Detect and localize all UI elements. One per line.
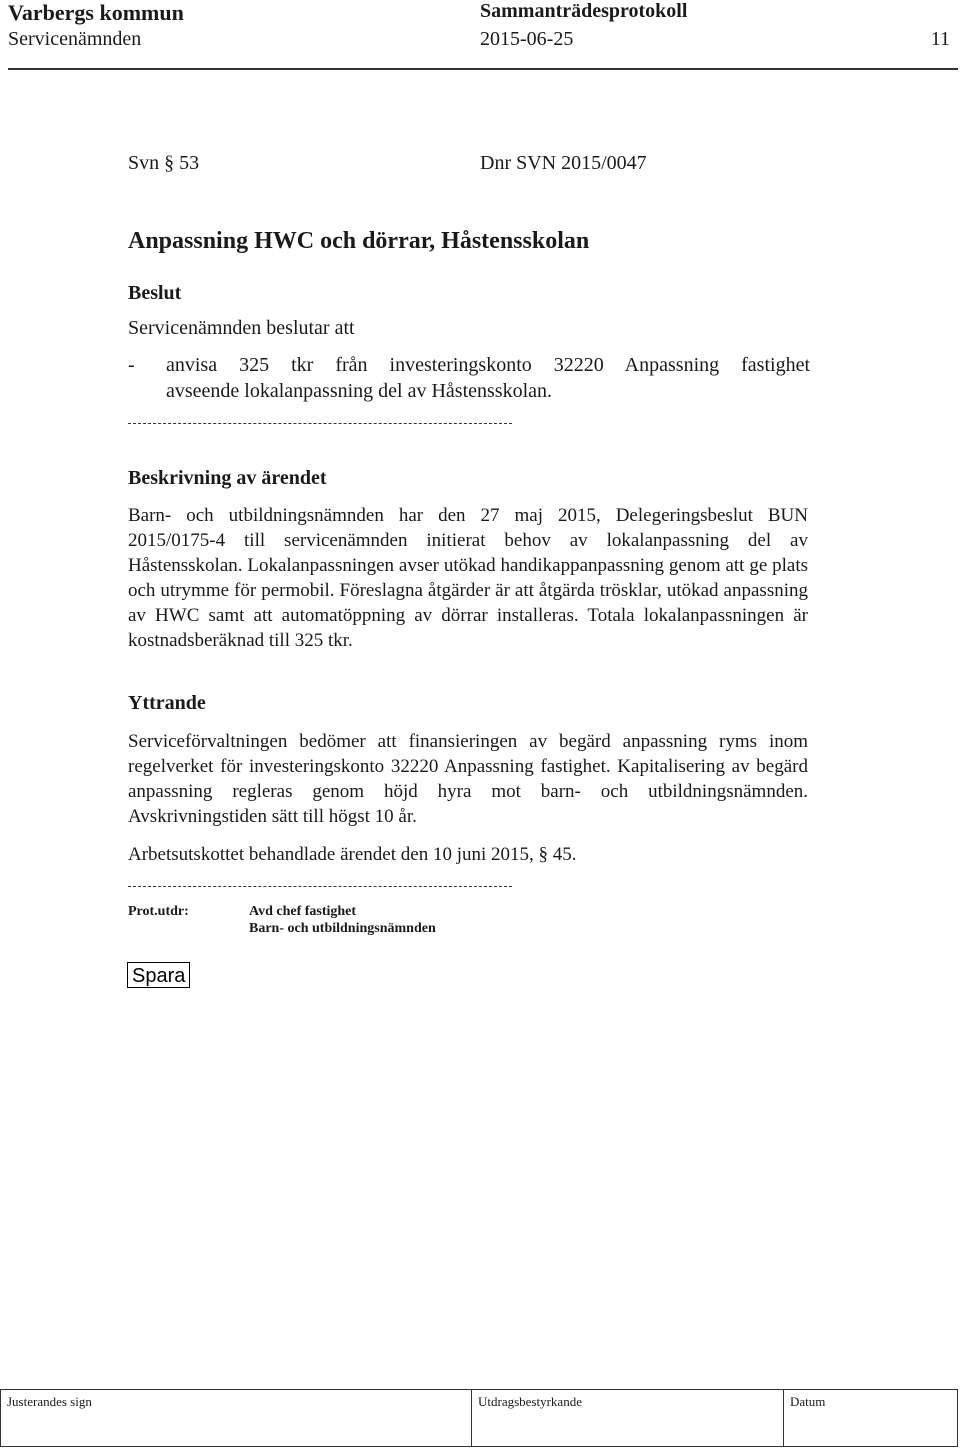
save-button[interactable]: Spara bbox=[127, 962, 190, 988]
page-title: Anpassning HWC och dörrar, Håstensskolan bbox=[128, 228, 590, 254]
yttrande-heading: Yttrande bbox=[128, 692, 206, 714]
section-separator-2 bbox=[128, 886, 512, 887]
page-header bbox=[0, 0, 960, 70]
beslut-heading: Beslut bbox=[128, 282, 182, 304]
organization-name: Varbergs kommun bbox=[8, 0, 184, 25]
document-type: Sammanträdesprotokoll bbox=[480, 0, 688, 22]
protocol-excerpt-label: Prot.utdr: bbox=[128, 904, 189, 919]
beskrivning-text: Barn- och utbildningsnämnden har den 27 maj 2015, Delegeringsbeslut BUN 2015/0175-4 till servicenämnden initierat behov av lokalanpassning del av Håstensskolan. Lokalanpassningen avser utökad handikappanpassning genom att ge plats och utrymme för permobil. Föreslagna åtgärder är att åtgärda trösklar, utökad anpassning av HWC samt att automatöppning av dörrar installeras. Totala lokalanpassningen är kostnadsberäknad till 325 tkr. bbox=[128, 505, 808, 651]
beskrivning-heading: Beskrivning av ärendet bbox=[128, 467, 327, 489]
protocol-recipient-1: Avd chef fastighet bbox=[249, 904, 357, 919]
meeting-date: 2015-06-25 bbox=[480, 28, 574, 50]
committee-name: Servicenämnden bbox=[8, 28, 142, 50]
beslut-intro: Servicenämnden beslutar att bbox=[128, 317, 355, 339]
section-separator bbox=[128, 423, 512, 424]
case-number: Dnr SVN 2015/0047 bbox=[480, 152, 647, 174]
header-divider bbox=[8, 68, 958, 70]
footer-datum: Datum bbox=[790, 1394, 826, 1409]
protocol-recipient-2: Barn- och utbildningsnämnden bbox=[249, 921, 436, 936]
footer-justerandes-sign: Justerandes sign bbox=[1, 1390, 472, 1446]
page-number: 11 bbox=[930, 28, 950, 50]
bullet-dash: - bbox=[128, 354, 135, 376]
signature-footer bbox=[0, 1389, 958, 1447]
section-reference: Svn § 53 bbox=[128, 152, 200, 174]
decision-item-line-2: avseende lokalanpassning del av Håstensskolan. bbox=[166, 380, 553, 402]
decision-item-line-1: anvisa 325 tkr från investeringskonto 32220 Anpassning fastighet bbox=[166, 354, 810, 376]
footer-utdragsbestyrkande: Utdragsbestyrkande bbox=[472, 1390, 784, 1446]
committee-note: Arbetsutskottet behandlade ärendet den 10 juni 2015, § 45. bbox=[128, 844, 577, 865]
yttrande-text: Serviceförvaltningen bedömer att finansieringen av begärd anpassning ryms inom regelverket för investeringskonto 32220 Anpassning fastighet. Kapitalisering av begärd anpassning regleras genom höjd hyra mot barn- och utbildningsnämnden. Avskrivningstiden sätt till högst 10 år. bbox=[128, 731, 808, 827]
